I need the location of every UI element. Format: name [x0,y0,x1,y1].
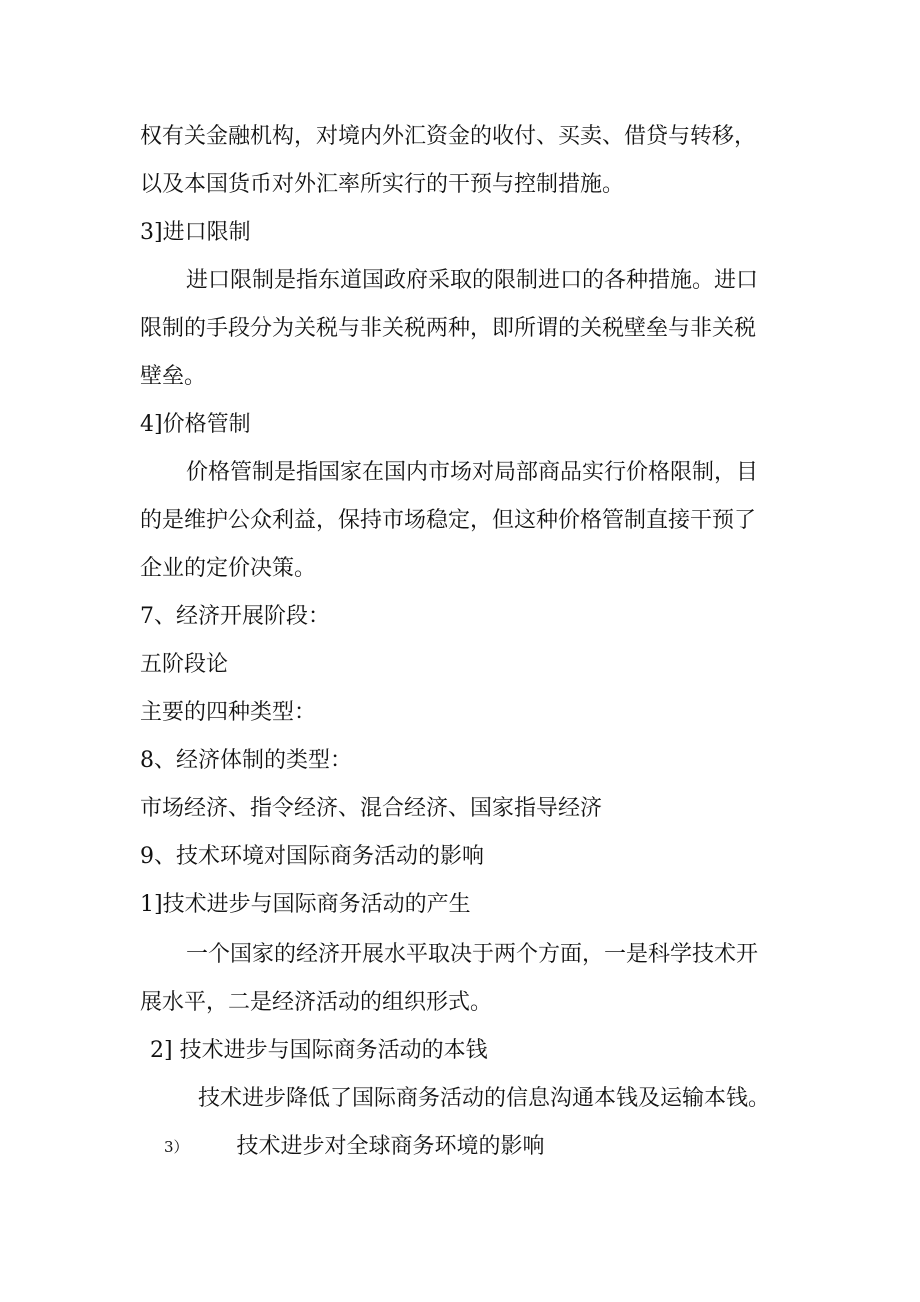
paragraph-line: 技术进步降低了国际商务活动的信息沟通本钱及运输本钱。 [198,1086,771,1111]
paragraph-line: 主要的四种类型： [140,700,317,725]
paragraph-line: 壁垒。 [140,364,207,389]
paragraph-line: 以及本国货币对外汇率所实行的干预与控制措施。 [140,172,625,197]
section-heading: 2] 技术进步与国际商务活动的本钱 [150,1038,488,1063]
section-heading-item [164,1132,545,1162]
paragraph-line: 展水平，二是经济活动的组织形式。 [140,990,493,1015]
paragraph-line: 的是维护公众利益，保持市场稳定，但这种价格管制直接干预了 [140,508,757,533]
section-heading: 9、技术环境对国际商务活动的影响 [140,844,484,869]
section-heading: 3]进口限制 [140,220,251,245]
paragraph-line: 价格管制是指国家在国内市场对局部商品实行价格限制，目 [186,460,759,485]
section-heading: 8、经济体制的类型： [140,748,352,773]
paragraph-line: 五阶段论 [140,652,229,677]
paragraph-line: 市场经济、指令经济、混合经济、国家指导经济 [140,796,603,821]
paragraph-line: 一个国家的经济开展水平取决于两个方面，一是科学技术开 [186,942,759,967]
paragraph-line: 限制的手段分为关税与非关税两种，即所谓的关税壁垒与非关税 [140,316,757,341]
section-heading: 7、经济开展阶段： [140,604,330,629]
paragraph-line: 企业的定价决策。 [140,556,317,581]
paragraph-line: 进口限制是指东道国政府采取的限制进口的各种措施。进口 [186,268,759,293]
section-heading: 4]价格管制 [140,412,251,437]
item-text: 技术进步对全球商务环境的影响 [236,1134,545,1159]
item-number: 3） [164,1138,189,1156]
paragraph-line: 权有关金融机构，对境内外汇资金的收付、买卖、借贷与转移， [140,124,757,149]
section-heading: 1]技术进步与国际商务活动的产生 [140,892,471,917]
